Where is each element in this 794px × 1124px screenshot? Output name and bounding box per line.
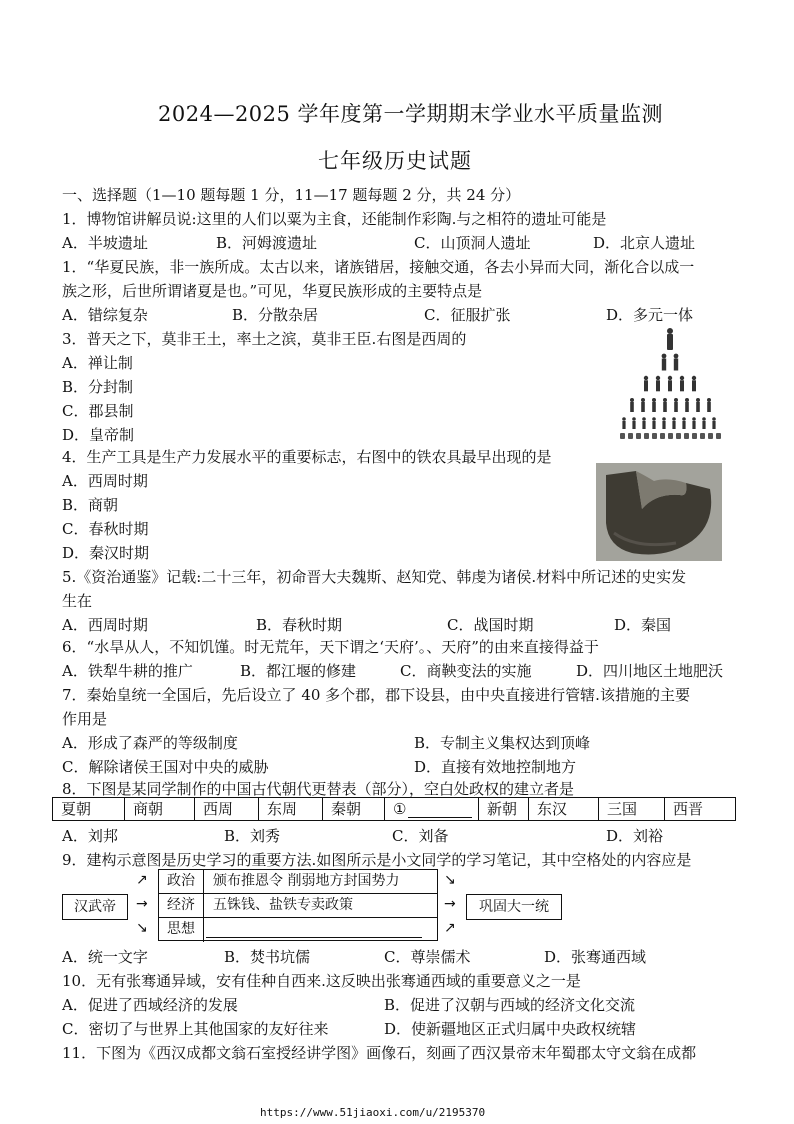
arrow-right-icon: → (444, 896, 456, 912)
dynasty-cell: 东周 (259, 798, 323, 820)
q5-option-d: D．秦国 (614, 616, 672, 634)
q8-stem: 8．下图是某同学制作的中国古代朝代更替表（部分），空白处政权的建立者是 (62, 780, 575, 798)
dynasty-table (52, 797, 736, 821)
dynasty-cell-blank (385, 798, 479, 820)
q2-option-b: B．分散杂居 (232, 306, 319, 324)
arrow-up-right-icon: ↗ (136, 872, 148, 888)
dynasty-cell: 东汉 (529, 798, 599, 820)
dynasty-cell: 西晋 (673, 800, 704, 818)
q7-stem-line2: 作用是 (62, 710, 108, 728)
q6-option-b: B．都江堰的修建 (240, 662, 357, 680)
q7-stem-line1: 7．秦始皇统一全国后，先后设立了 40 多个郡，郡下设县，由中央直接进行管辖.该措施的主要 (62, 686, 690, 704)
q5-option-b: B．春秋时期 (256, 616, 343, 634)
arrow-up-right-icon: ↗ (444, 920, 456, 936)
q1-option-c: C．山顶洞人遗址 (414, 234, 531, 252)
measure-row-thought (159, 918, 437, 942)
q4-stem: 4．生产工具是生产力发展水平的重要标志，右图中的铁农具最早出现的是 (62, 448, 552, 466)
blank-marker: ① (393, 800, 407, 818)
q3-option-a: A．禅让制 (62, 354, 133, 372)
arrow-down-right-icon: ↘ (136, 920, 148, 936)
measure-key: 思想 (159, 918, 204, 942)
q10-stem: 10．无有张骞通异域，安有佳种自西来.这反映出张骞通西域的重要意义之一是 (62, 972, 581, 990)
measure-key: 政治 (159, 870, 204, 894)
q8-option-b: B．刘秀 (224, 827, 281, 845)
q3-option-c: C．郡县制 (62, 402, 134, 420)
q6-option-a: A．铁犁牛耕的推广 (62, 662, 193, 680)
dynasty-cell: 商朝 (125, 798, 195, 820)
q2-stem-line1: 1．“华夏民族，非一族所成。太古以来，诸族错居，接触交通，各去小异而大同，渐化合以成一 (62, 258, 695, 276)
measure-row-economy (159, 894, 437, 918)
q4-option-b: B．商朝 (62, 496, 119, 514)
dynasty-cell: 夏朝 (53, 798, 125, 820)
q2-option-c: C．征服扩张 (424, 306, 511, 324)
q9-option-d: D．张骞通西域 (544, 948, 647, 966)
q6-option-c: C．商鞅变法的实施 (400, 662, 532, 680)
q5-stem-line2: 生在 (62, 592, 93, 610)
q7-option-c: C．解除诸侯王国对中央的威胁 (62, 758, 269, 776)
thought-blank-underline (206, 937, 422, 938)
diagram-right-box: 巩固大一统 (466, 894, 562, 920)
arrow-down-right-icon: ↘ (444, 872, 456, 888)
q6-stem: 6．“水旱从人，不知饥馑。时无荒年，天下谓之‘天府’。、天府”的由来直接得益于 (62, 638, 599, 656)
q9-stem: 9．建构示意图是历史学习的重要方法.如图所示是小文同学的学习笔记，其中空格处的内容应是 (62, 851, 692, 869)
q6-option-d: D．四川地区土地肥沃 (576, 662, 724, 680)
exam-subtitle: 七年级历史试题 (318, 149, 472, 173)
q1-option-a: A．半坡遗址 (62, 234, 148, 252)
q5-option-c: C．战国时期 (447, 616, 534, 634)
q2-option-d: D．多元一体 (606, 306, 694, 324)
q4-option-d: D．秦汉时期 (62, 544, 150, 562)
q4-option-c: C．春秋时期 (62, 520, 149, 538)
q3-stem: 3．普天之下，莫非王土，率土之滨，莫非王臣.右图是西周的 (62, 330, 467, 348)
dynasty-cell: 西周 (195, 798, 259, 820)
measure-key: 经济 (159, 894, 204, 918)
q5-option-a: A．西周时期 (62, 616, 148, 634)
q4-option-a: A．西周时期 (62, 472, 148, 490)
dynasty-cell: 三国 (599, 798, 665, 820)
q5-stem-line1: 5.《资治通鉴》记载:二十三年，初命晋大夫魏斯、赵知党、韩虔为诸侯.材料中所记述的史实发 (62, 568, 687, 586)
q3-option-d: D．皇帝制 (62, 426, 135, 444)
q11-stem: 11．下图为《西汉成都文翁石室授经讲学图》画像石，刻画了西汉景帝末年蜀郡太守文翁在成都 (62, 1044, 697, 1062)
iron-farm-tool-image (596, 463, 722, 561)
measure-value: 五铢钱、盐铁专卖政策 (213, 897, 353, 913)
section-heading: 一、选择题（1—10 题每题 1 分，11—17 题每题 2 分，共 24 分） (62, 186, 521, 204)
q3-option-b: B．分封制 (62, 378, 134, 396)
measure-row-politics (159, 870, 437, 894)
q8-option-c: C．刘备 (392, 827, 449, 845)
dynasty-cell: 新朝 (479, 798, 529, 820)
q9-option-b: B．焚书坑儒 (224, 948, 311, 966)
q7-option-a: A．形成了森严的等级制度 (62, 734, 238, 752)
footer-url: https://www.51jiaoxi.com/u/2195370 (260, 1106, 486, 1119)
feudal-pyramid-image (618, 326, 722, 442)
q2-option-a: A．错综复杂 (62, 306, 148, 324)
q9-option-a: A．统一文字 (62, 948, 148, 966)
exam-title: 2024—2025 学年度第一学期期末学业水平质量监测 (158, 102, 664, 126)
blank-underline (408, 803, 472, 818)
dynasty-cell: 秦朝 (323, 798, 385, 820)
q10-option-d: D．使新疆地区正式归属中央政权统辖 (384, 1020, 637, 1038)
diagram-measures-table (158, 869, 438, 941)
q10-option-a: A．促进了西域经济的发展 (62, 996, 238, 1014)
q7-option-b: B．专制主义集权达到顶峰 (414, 734, 591, 752)
diagram-left-box: 汉武帝 (62, 894, 128, 920)
q2-stem-line2: 族之形，后世所谓诸夏是也。”可见，华夏民族形成的主要特点是 (62, 282, 483, 300)
q10-option-c: C．密切了与世界上其他国家的友好往来 (62, 1020, 329, 1038)
q8-option-d: D．刘裕 (606, 827, 664, 845)
q9-option-c: C．尊崇儒术 (384, 948, 471, 966)
q1-option-d: D．北京人遗址 (593, 234, 696, 252)
q7-option-d: D．直接有效地控制地方 (414, 758, 577, 776)
q1-stem: 1．博物馆讲解员说:这里的人们以粟为主食，还能制作彩陶.与之相符的遗址可能是 (62, 210, 607, 228)
q1-option-b: B．河姆渡遗址 (216, 234, 318, 252)
q8-option-a: A．刘邦 (62, 827, 118, 845)
measure-value: 颁布推恩令 削弱地方封国势力 (213, 873, 400, 889)
q10-option-b: B．促进了汉朝与西域的经济文化交流 (384, 996, 636, 1014)
arrow-right-icon: → (136, 896, 148, 912)
